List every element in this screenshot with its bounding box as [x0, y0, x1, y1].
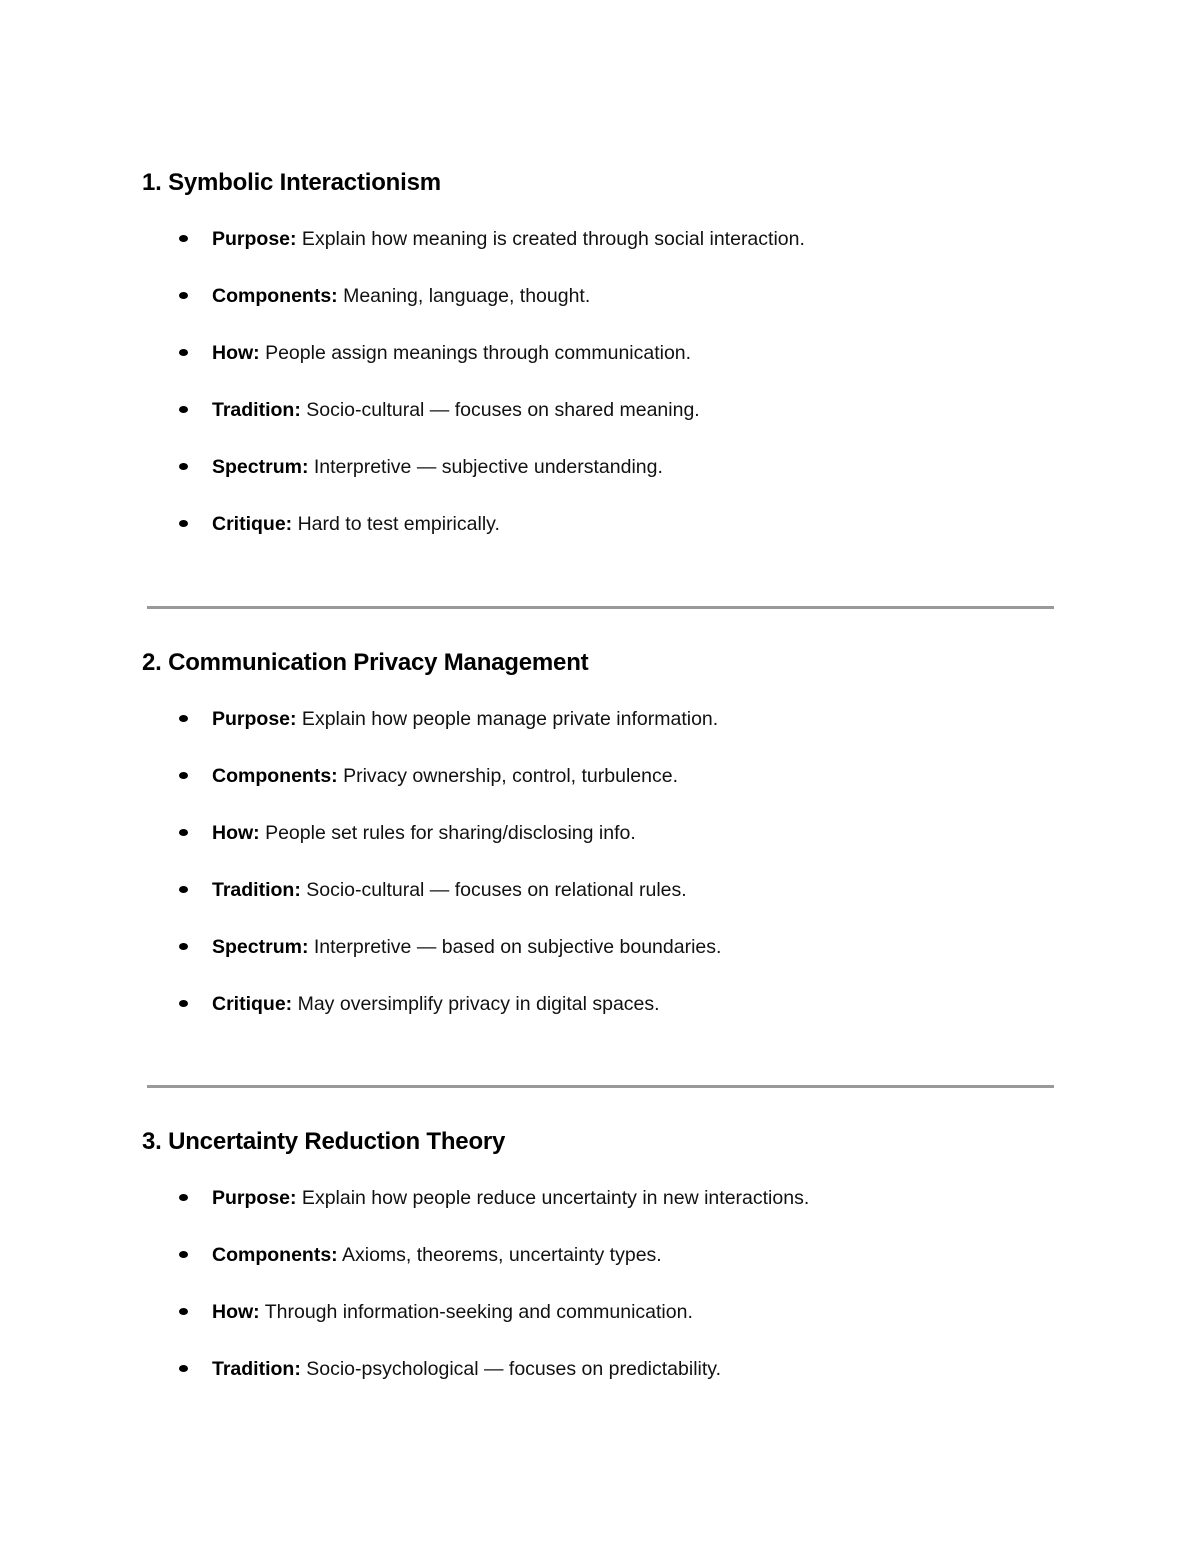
list-item — [142, 453, 1062, 510]
item-text: Privacy ownership, control, turbulence. — [337, 765, 678, 787]
list-item — [142, 705, 1062, 762]
item-label: Spectrum: — [212, 936, 309, 958]
item-text: Interpretive — subjective understanding. — [308, 456, 663, 478]
bullet-icon — [179, 406, 188, 413]
list-item — [142, 1355, 1062, 1412]
section-divider — [147, 606, 1054, 609]
item-text: Socio-cultural — focuses on shared meaning. — [300, 399, 700, 421]
item-label: How: — [212, 1301, 260, 1323]
item-label: Purpose: — [212, 228, 297, 250]
bullet-icon — [179, 1000, 188, 1007]
item-label: Spectrum: — [212, 456, 309, 478]
bullet-icon — [179, 772, 188, 779]
item-label: Components: — [212, 285, 338, 307]
list-item — [142, 339, 1062, 396]
list-item — [142, 933, 1062, 990]
item-text: May oversimplify privacy in digital spaces. — [292, 993, 660, 1015]
section-title: 1. Symbolic Interactionism — [142, 169, 441, 196]
bullet-icon — [179, 1308, 188, 1315]
item-label: Purpose: — [212, 1187, 297, 1209]
item-text: People assign meanings through communication. — [259, 342, 692, 364]
item-label: How: — [212, 342, 260, 364]
item-label: Tradition: — [212, 399, 301, 421]
bullet-list — [142, 705, 1062, 1047]
item-label: Purpose: — [212, 708, 297, 730]
bullet-icon — [179, 235, 188, 242]
bullet-icon — [179, 463, 188, 470]
bullet-list — [142, 1184, 1062, 1412]
item-label: Critique: — [212, 513, 293, 535]
item-label: How: — [212, 822, 260, 844]
item-text: Hard to test empirically. — [292, 513, 500, 535]
item-text: Explain how people manage private information. — [296, 708, 719, 730]
item-text: People set rules for sharing/disclosing info. — [259, 822, 636, 844]
bullet-icon — [179, 943, 188, 950]
item-text: Explain how people reduce uncertainty in new interactions. — [296, 1187, 810, 1209]
bullet-icon — [179, 1194, 188, 1201]
section-uncertainty-reduction-theory — [142, 1127, 1062, 1412]
list-item — [142, 225, 1062, 282]
item-label: Critique: — [212, 993, 293, 1015]
list-item — [142, 396, 1062, 453]
section-communication-privacy-management — [142, 648, 1062, 1047]
bullet-icon — [179, 829, 188, 836]
item-text: Axioms, theorems, uncertainty types. — [337, 1244, 662, 1266]
section-title: 2. Communication Privacy Management — [142, 649, 589, 676]
item-label: Components: — [212, 1244, 338, 1266]
bullet-list — [142, 225, 1062, 567]
list-item — [142, 282, 1062, 339]
bullet-icon — [179, 520, 188, 527]
list-item — [142, 762, 1062, 819]
item-text: Meaning, language, thought. — [337, 285, 591, 307]
section-symbolic-interactionism — [142, 168, 1062, 567]
bullet-icon — [179, 715, 188, 722]
list-item — [142, 990, 1062, 1047]
bullet-icon — [179, 1365, 188, 1372]
list-item — [142, 1298, 1062, 1355]
bullet-icon — [179, 349, 188, 356]
list-item — [142, 1241, 1062, 1298]
list-item — [142, 876, 1062, 933]
item-text: Interpretive — based on subjective boundaries. — [308, 936, 722, 958]
item-text: Through information-seeking and communication. — [259, 1301, 693, 1323]
item-label: Tradition: — [212, 1358, 301, 1380]
bullet-icon — [179, 1251, 188, 1258]
item-label: Components: — [212, 765, 338, 787]
item-text: Explain how meaning is created through social interaction. — [296, 228, 805, 250]
bullet-icon — [179, 292, 188, 299]
item-label: Tradition: — [212, 879, 301, 901]
section-title: 3. Uncertainty Reduction Theory — [142, 1128, 506, 1155]
list-item — [142, 1184, 1062, 1241]
bullet-icon — [179, 886, 188, 893]
section-divider — [147, 1085, 1054, 1088]
item-text: Socio-psychological — focuses on predictability. — [300, 1358, 722, 1380]
list-item — [142, 510, 1062, 567]
item-text: Socio-cultural — focuses on relational rules. — [300, 879, 687, 901]
list-item — [142, 819, 1062, 876]
